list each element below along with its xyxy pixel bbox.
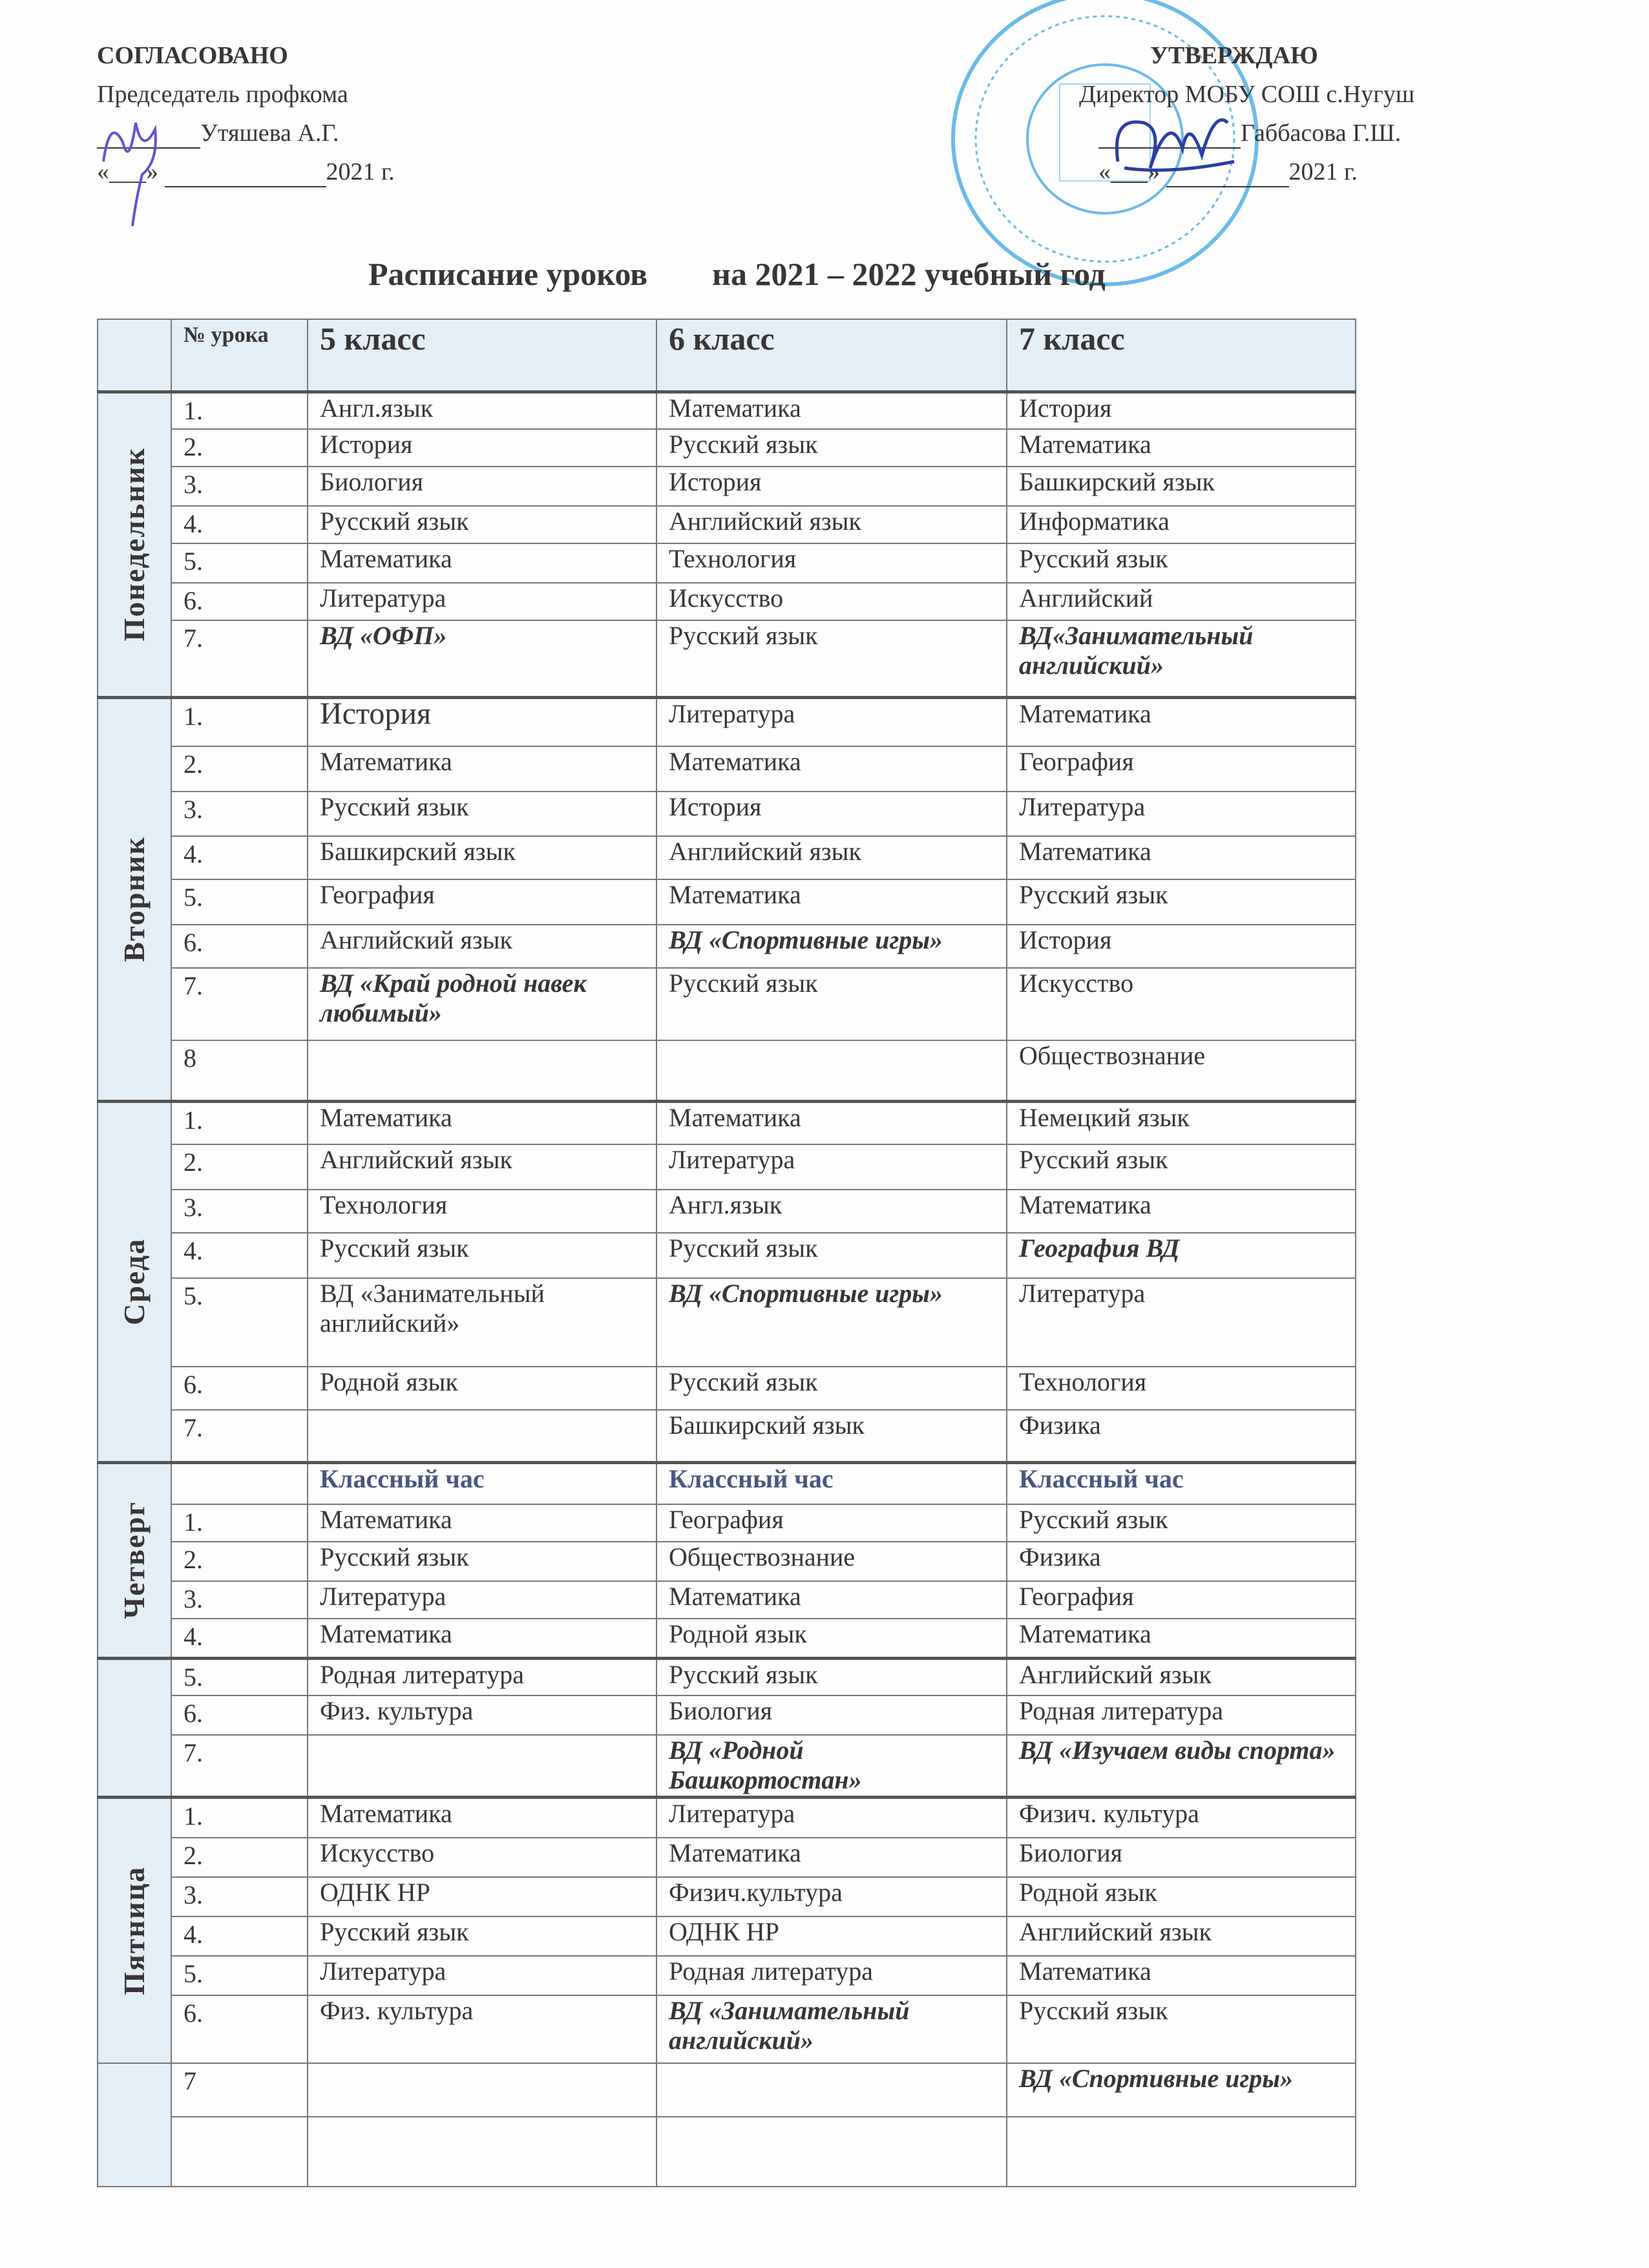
lesson-number: 3. xyxy=(171,1581,308,1619)
table-row xyxy=(98,1040,1356,1101)
table-row xyxy=(98,925,1356,968)
subject-cell-class-6: Русский язык xyxy=(656,429,1007,467)
subject-cell-class-6: Литература xyxy=(656,697,1007,746)
lesson-number: 4. xyxy=(171,1619,308,1658)
lesson-number: 6. xyxy=(171,1367,308,1410)
table-row xyxy=(98,1995,1356,2063)
subject-cell-class-7: География ВД xyxy=(1007,1233,1356,1278)
table-row xyxy=(98,1658,1356,1696)
date-day: «___» xyxy=(1098,158,1160,185)
subject-cell-class-6: Технология xyxy=(656,543,1007,583)
class-6-header: 6 класс xyxy=(656,319,1007,392)
subject-cell-class-7: Русский язык xyxy=(1007,543,1356,583)
lesson-number: 1. xyxy=(171,392,308,429)
day-cell xyxy=(98,697,171,1101)
subject-cell-class-5 xyxy=(308,2063,656,2117)
subject-cell-class-5: Русский язык xyxy=(308,1542,656,1581)
lesson-number: 4. xyxy=(171,1916,308,1956)
subject-cell-class-7: Английский xyxy=(1007,583,1356,620)
approval-right-position: Директор МОБУ СОШ с.Нугуш xyxy=(1079,81,1415,108)
subject-cell-class-5: Литература xyxy=(308,1581,656,1619)
subject-cell-class-6: Математика xyxy=(656,746,1007,792)
subject-cell-class-6: Обществознание xyxy=(656,1542,1007,1581)
subject-cell-class-7 xyxy=(1007,2117,1356,2187)
subject-cell-class-5: Башкирский язык xyxy=(308,836,656,879)
lesson-number: 4. xyxy=(171,506,308,543)
lesson-number: 1. xyxy=(171,1504,308,1542)
day-header xyxy=(98,319,171,392)
table-row xyxy=(98,1838,1356,1877)
subject-cell-class-7: Физика xyxy=(1007,1542,1356,1581)
table-row xyxy=(98,1504,1356,1542)
subject-cell-class-5: ВД «Край родной навек любимый» xyxy=(308,968,656,1040)
subject-cell-class-6: Биология xyxy=(656,1696,1007,1735)
table-row xyxy=(98,1144,1356,1190)
subject-cell-class-6: Башкирский язык xyxy=(656,1410,1007,1462)
subject-cell-class-6: Родной язык xyxy=(656,1619,1007,1658)
subject-cell-class-7: Физика xyxy=(1007,1410,1356,1462)
table-row xyxy=(98,1916,1356,1956)
day-cell xyxy=(98,1658,171,1797)
subject-cell-class-7: Искусство xyxy=(1007,968,1356,1040)
subject-cell-class-6 xyxy=(656,2063,1007,2117)
lesson-number: 1. xyxy=(171,1797,308,1838)
subject-cell-class-7: Математика xyxy=(1007,1190,1356,1233)
subject-cell-class-7: География xyxy=(1007,746,1356,792)
table-row xyxy=(98,543,1356,583)
lesson-number: 5. xyxy=(171,1658,308,1696)
lesson-number: 6. xyxy=(171,583,308,620)
table-row xyxy=(98,583,1356,620)
table-row xyxy=(98,2117,1356,2187)
subject-cell-class-5: География xyxy=(308,879,656,925)
subject-cell-class-7: Немецкий язык xyxy=(1007,1101,1356,1144)
table-row xyxy=(98,1619,1356,1658)
lesson-number: 7 xyxy=(171,2063,308,2117)
subject-cell-class-5: Математика xyxy=(308,543,656,583)
day-label: Четверг xyxy=(118,1501,151,1619)
subject-cell-class-5: Биология xyxy=(308,467,656,506)
lesson-number: 1. xyxy=(171,1101,308,1144)
subject-cell-class-6: География xyxy=(656,1504,1007,1542)
table-row xyxy=(98,429,1356,467)
subject-cell-class-7: Английский язык xyxy=(1007,1916,1356,1956)
table-row xyxy=(98,1877,1356,1916)
lesson-number: 2. xyxy=(171,429,308,467)
lesson-number: 7. xyxy=(171,968,308,1040)
subject-cell-class-7: ВД «Изучаем виды спорта» xyxy=(1007,1735,1356,1797)
subject-cell-class-5 xyxy=(308,1735,656,1797)
subject-cell-class-5 xyxy=(308,1410,656,1462)
day-label: Понедельник xyxy=(118,447,151,642)
subject-cell-class-6: Английский язык xyxy=(656,836,1007,879)
subject-cell-class-7: Информатика xyxy=(1007,506,1356,543)
table-row xyxy=(98,968,1356,1040)
subject-cell-class-7: Технология xyxy=(1007,1367,1356,1410)
lesson-number: 4. xyxy=(171,1233,308,1278)
subject-cell-class-5 xyxy=(308,2117,656,2187)
table-row xyxy=(98,1101,1356,1144)
subject-cell-class-6: Математика xyxy=(656,1101,1007,1144)
subject-cell-class-5: Англ.язык xyxy=(308,392,656,429)
subject-cell-class-6: Искусство xyxy=(656,583,1007,620)
approval-left-position: Председатель профкома xyxy=(97,81,348,108)
subject-cell-class-5: Классный час xyxy=(308,1462,656,1504)
approval-right-heading: УТВЕРЖДАЮ xyxy=(1150,42,1318,69)
subject-cell-class-6: ВД «Спортивные игры» xyxy=(656,1278,1007,1367)
subject-cell-class-6: Англ.язык xyxy=(656,1190,1007,1233)
subject-cell-class-6: Русский язык xyxy=(656,1367,1007,1410)
subject-cell-class-7: Английский язык xyxy=(1007,1658,1356,1696)
lesson-number: 6. xyxy=(171,1995,308,2063)
lesson-number: 3. xyxy=(171,467,308,506)
lesson-number: 2. xyxy=(171,1542,308,1581)
subject-cell-class-5: Математика xyxy=(308,1101,656,1144)
subject-cell-class-5: Английский язык xyxy=(308,925,656,968)
class-7-header: 7 класс xyxy=(1007,319,1356,392)
subject-cell-class-7: Классный час xyxy=(1007,1462,1356,1504)
lesson-number: 5. xyxy=(171,543,308,583)
table-row xyxy=(98,836,1356,879)
subject-cell-class-6: Математика xyxy=(656,392,1007,429)
subject-cell-class-7: Математика xyxy=(1007,697,1356,746)
subject-cell-class-7: Родной язык xyxy=(1007,1877,1356,1916)
table-row xyxy=(98,1278,1356,1367)
lesson-number: 7. xyxy=(171,1735,308,1797)
class-5-header: 5 класс xyxy=(308,319,656,392)
subject-cell-class-7: ВД «Спортивные игры» xyxy=(1007,2063,1356,2117)
lesson-number: 5. xyxy=(171,1278,308,1367)
lesson-number xyxy=(171,2117,308,2187)
day-cell xyxy=(98,1462,171,1658)
lesson-number: 3. xyxy=(171,1190,308,1233)
table-row xyxy=(98,792,1356,836)
subject-cell-class-7: ВД«Занимательный английский» xyxy=(1007,620,1356,697)
subject-cell-class-5: Русский язык xyxy=(308,1233,656,1278)
lesson-number: 1. xyxy=(171,697,308,746)
subject-cell-class-6: ВД «Спортивные игры» xyxy=(656,925,1007,968)
subject-cell-class-7: История xyxy=(1007,925,1356,968)
table-row xyxy=(98,1581,1356,1619)
subject-cell-class-5: Родная литература xyxy=(308,1658,656,1696)
subject-cell-class-5: ВД «ОФП» xyxy=(308,620,656,697)
signature-right-icon xyxy=(1105,97,1241,194)
lesson-number: 2. xyxy=(171,746,308,792)
signature-left-icon xyxy=(97,103,174,233)
lesson-number: 6. xyxy=(171,925,308,968)
day-label: Вторник xyxy=(118,836,151,962)
subject-cell-class-7: Родная литература xyxy=(1007,1696,1356,1735)
approval-left-name: Утяшева А.Г. xyxy=(200,120,339,147)
table-row xyxy=(98,1190,1356,1233)
lesson-number: 7. xyxy=(171,620,308,697)
subject-cell-class-6: ВД «Занимательный английский» xyxy=(656,1995,1007,2063)
subject-cell-class-5: Родной язык xyxy=(308,1367,656,1410)
subject-cell-class-5: Математика xyxy=(308,746,656,792)
day-cell xyxy=(98,2063,171,2187)
date-year: 2021 г. xyxy=(326,158,395,185)
subject-cell-class-6: История xyxy=(656,792,1007,836)
lesson-number-header: № урока xyxy=(171,319,308,392)
lesson-number: 3. xyxy=(171,1877,308,1916)
table-row xyxy=(98,467,1356,506)
subject-cell-class-7: Русский язык xyxy=(1007,1504,1356,1542)
subject-cell-class-5: Английский язык xyxy=(308,1144,656,1190)
subject-cell-class-6 xyxy=(656,2117,1007,2187)
subject-cell-class-6: Классный час xyxy=(656,1462,1007,1504)
subject-cell-class-7: Башкирский язык xyxy=(1007,467,1356,506)
subject-cell-class-6: Родная литература xyxy=(656,1956,1007,1995)
subject-cell-class-6: Русский язык xyxy=(656,1658,1007,1696)
day-cell xyxy=(98,1797,171,2063)
lesson-number: 8 xyxy=(171,1040,308,1101)
subject-cell-class-6: Физич.культура xyxy=(656,1877,1007,1916)
subject-cell-class-6: Математика xyxy=(656,1838,1007,1877)
approval-right-name: Габбасова Г.Ш. xyxy=(1241,120,1402,147)
lesson-number: 6. xyxy=(171,1696,308,1735)
subject-cell-class-5: История xyxy=(308,429,656,467)
subject-cell-class-5: Математика xyxy=(308,1797,656,1838)
date-year: 2021 г. xyxy=(1288,158,1358,185)
lesson-number: 2. xyxy=(171,1144,308,1190)
table-row xyxy=(98,620,1356,697)
subject-cell-class-7: Физич. культура xyxy=(1007,1797,1356,1838)
subject-cell-class-6: Русский язык xyxy=(656,968,1007,1040)
table-row xyxy=(98,879,1356,925)
lesson-number: 7. xyxy=(171,1410,308,1462)
table-row xyxy=(98,1797,1356,1838)
subject-cell-class-5: Физ. культура xyxy=(308,1995,656,2063)
subject-cell-class-5 xyxy=(308,1040,656,1101)
approval-left-heading: СОГЛАСОВАНО xyxy=(97,42,288,69)
subject-cell-class-5: Технология xyxy=(308,1190,656,1233)
table-row xyxy=(98,506,1356,543)
subject-cell-class-5: ОДНК НР xyxy=(308,1877,656,1916)
lesson-number: 3. xyxy=(171,792,308,836)
subject-cell-class-6: История xyxy=(656,467,1007,506)
subject-cell-class-5: Математика xyxy=(308,1619,656,1658)
subject-cell-class-5: История xyxy=(308,697,656,746)
lesson-number: 2. xyxy=(171,1838,308,1877)
subject-cell-class-7: Русский язык xyxy=(1007,879,1356,925)
subject-cell-class-5: Русский язык xyxy=(308,506,656,543)
subject-cell-class-5: Литература xyxy=(308,1956,656,1995)
subject-cell-class-6: Литература xyxy=(656,1144,1007,1190)
subject-cell-class-7: Русский язык xyxy=(1007,1144,1356,1190)
subject-cell-class-7: География xyxy=(1007,1581,1356,1619)
table-row xyxy=(98,1696,1356,1735)
table-row xyxy=(98,1367,1356,1410)
subject-cell-class-6: ОДНК НР xyxy=(656,1916,1007,1956)
subject-cell-class-7: История xyxy=(1007,392,1356,429)
lesson-number xyxy=(171,1462,308,1504)
table-header-row xyxy=(98,319,1356,392)
day-label: Пятница xyxy=(118,1865,151,1995)
subject-cell-class-6: Русский язык xyxy=(656,620,1007,697)
subject-cell-class-7: Математика xyxy=(1007,1956,1356,1995)
table-row xyxy=(98,1956,1356,1995)
subject-cell-class-7: Обществознание xyxy=(1007,1040,1356,1101)
table-row xyxy=(98,392,1356,429)
subject-cell-class-7: Математика xyxy=(1007,1619,1356,1658)
subject-cell-class-6: Русский язык xyxy=(656,1233,1007,1278)
subject-cell-class-5: Искусство xyxy=(308,1838,656,1877)
subject-cell-class-7: Литература xyxy=(1007,1278,1356,1367)
table-row xyxy=(98,697,1356,746)
subject-cell-class-7: Литература xyxy=(1007,792,1356,836)
table-row xyxy=(98,1735,1356,1797)
day-label: Среда xyxy=(118,1238,151,1325)
subject-cell-class-5: Физ. культура xyxy=(308,1696,656,1735)
lesson-number: 5. xyxy=(171,879,308,925)
subject-cell-class-6: ВД «Родной Башкортостан» xyxy=(656,1735,1007,1797)
table-row xyxy=(98,1542,1356,1581)
subject-cell-class-5: Русский язык xyxy=(308,1916,656,1956)
subject-cell-class-7: Русский язык xyxy=(1007,1995,1356,2063)
subject-cell-class-5: Русский язык xyxy=(308,792,656,836)
lesson-number: 4. xyxy=(171,836,308,879)
lesson-number: 5. xyxy=(171,1956,308,1995)
schedule-table xyxy=(97,319,1356,2187)
day-cell xyxy=(98,392,171,697)
subject-cell-class-5: Математика xyxy=(308,1504,656,1542)
table-row xyxy=(98,1233,1356,1278)
day-cell xyxy=(98,1101,171,1462)
table-row xyxy=(98,1410,1356,1462)
table-row xyxy=(98,2063,1356,2117)
page-title: Расписание уроков на 2021 – 2022 учебный год xyxy=(368,256,1106,292)
subject-cell-class-7: Математика xyxy=(1007,429,1356,467)
subject-cell-class-6: Математика xyxy=(656,1581,1007,1619)
subject-cell-class-7: Математика xyxy=(1007,836,1356,879)
date-day: «___» xyxy=(97,158,158,185)
subject-cell-class-6: Математика xyxy=(656,879,1007,925)
subject-cell-class-5: Литература xyxy=(308,583,656,620)
subject-cell-class-6 xyxy=(656,1040,1007,1101)
subject-cell-class-5: ВД «Занимательный английский» xyxy=(308,1278,656,1367)
subject-cell-class-6: Литература xyxy=(656,1797,1007,1838)
table-row xyxy=(98,746,1356,792)
subject-cell-class-7: Биология xyxy=(1007,1838,1356,1877)
table-row xyxy=(98,1462,1356,1504)
subject-cell-class-6: Английский язык xyxy=(656,506,1007,543)
